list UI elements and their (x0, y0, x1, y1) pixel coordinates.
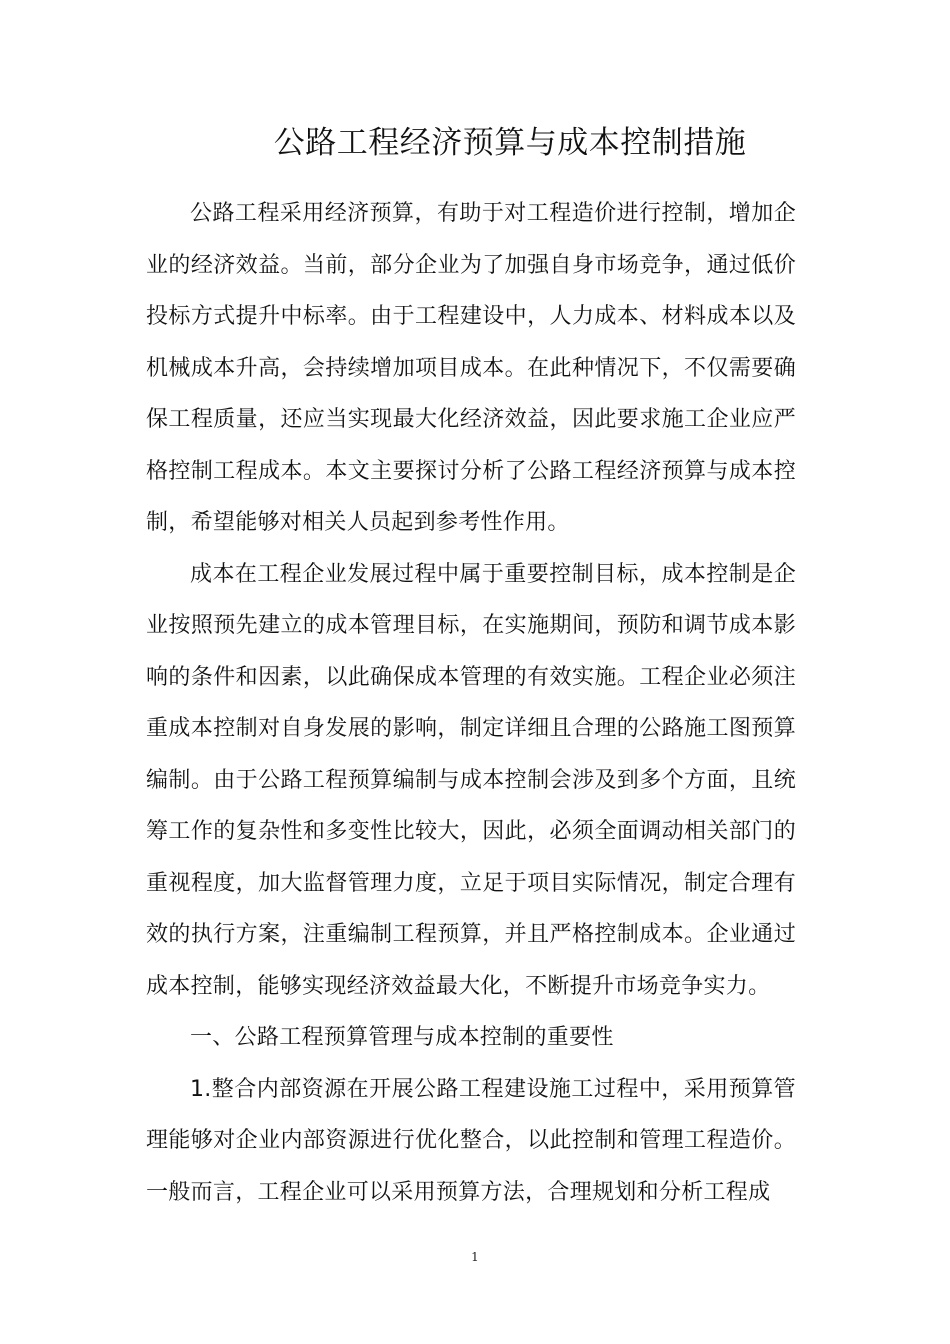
page-number: 1 (471, 1250, 479, 1264)
intro-paragraph: 公路工程采用经济预算，有助于对工程造价进行控制，增加企业的经济效益。当前，部分企业为了加强自身市场竞争，通过低价投标方式提升中标率。由于工程建设中，人力成本、材料成本以及机械成本升高，会持续增加项目成本。在此种情况下，不仅需要确保工程质量，还应当实现最大化经济效益，因此要求施工企业应严格控制工程成本。本文主要探讨分析了公路工程经济预算与成本控制，希望能够对相关人员起到参考性作用。 (146, 201, 796, 535)
section-heading: 一、公路工程预算管理与成本控制的重要性 (190, 1025, 614, 1050)
document-body (146, 188, 796, 1218)
document-title: 公路工程经济预算与成本控制措施 (273, 125, 747, 161)
section-paragraph: 1.整合内部资源在开展公路工程建设施工过程中，采用预算管理能够对企业内部资源进行优化整合，以此控制和管理工程造价。一般而言，工程企业可以采用预算方法，合理规划和分析工程成 (146, 1076, 796, 1205)
cost-control-paragraph: 成本在工程企业发展过程中属于重要控制目标，成本控制是企业按照预先建立的成本管理目标，在实施期间，预防和调节成本影响的条件和因素，以此确保成本管理的有效实施。工程企业必须注重成本控制对自身发展的影响，制定详细且合理的公路施工图预算编制。由于公路工程预算编制与成本控制会涉及到多个方面，且统筹工作的复杂性和多变性比较大，因此，必须全面调动相关部门的重视程度，加大监督管理力度，立足于项目实际情况，制定合理有效的执行方案，注重编制工程预算，并且严格控制成本。企业通过成本控制，能够实现经济效益最大化，不断提升市场竞争实力。 (146, 561, 796, 999)
